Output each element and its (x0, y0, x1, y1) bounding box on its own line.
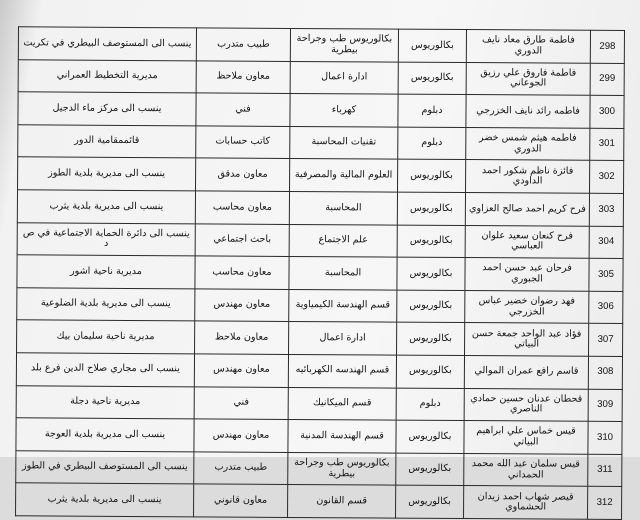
cell-assignment: ينسب الى المستوصف البيطري في تكريت (18, 27, 196, 61)
cell-specialty: بكالوريوس طب وجراحة بيطرية (290, 28, 398, 61)
cell-degree: بكالوريوس (397, 192, 465, 225)
cell-job-title: معاون مهندس (194, 419, 288, 452)
cell-name: فهد رضوان خضير عباس الخزرجي (465, 290, 589, 323)
cell-number: 309 (588, 389, 622, 422)
cell-specialty: بكالوريوس طب وجراحة بيطرية (288, 452, 396, 485)
cell-specialty: المحاسبة (289, 191, 397, 224)
cell-degree: بكالوريوس (397, 225, 465, 258)
cell-degree: بكالوريوس (397, 290, 465, 323)
table-row (17, 190, 623, 226)
cell-name: قيصر شهاب احمد زيدان الحشماوي (464, 486, 588, 519)
cell-job-title: معاون مهندس (195, 289, 289, 322)
cell-name: فائزة ناظم شكور احمد الداودي (466, 160, 590, 193)
table-row (18, 92, 624, 128)
cell-assignment: مديرية ناحية سليمان بيك (17, 320, 195, 354)
table-row (16, 483, 622, 519)
cell-assignment: مديرية ناحية دجلة (16, 385, 194, 419)
table-row (18, 27, 624, 63)
cell-assignment: مديرية التخطيط العمراني (18, 59, 196, 93)
cell-assignment: ينسب الى مديرية بلدية يثرب (17, 190, 195, 224)
table-row (17, 255, 623, 291)
cell-degree: بكالوريوس (397, 257, 465, 290)
cell-name: فاطمه رائد نايف الخزرجي (466, 95, 590, 128)
cell-specialty: العلوم المالية والمصرفية (290, 159, 398, 192)
cell-degree: بكالوريوس (396, 420, 464, 453)
cell-number: 299 (590, 63, 624, 96)
cell-number: 298 (590, 30, 624, 63)
cell-job-title: معاون محاسب (195, 256, 289, 289)
cell-assignment: ينسب الى دائرة الحماية الاجتماعية في ص د (17, 222, 195, 256)
cell-number: 302 (590, 161, 624, 194)
cell-job-title: معاون مدقق (196, 158, 290, 191)
cell-specialty: قسم الميكانيك (288, 387, 396, 420)
cell-degree: بكالوريوس (396, 355, 464, 388)
cell-job-title: معاون ملاحظ (196, 60, 290, 93)
cell-name: فاطمه هيثم شمس خضر الدوري (466, 127, 590, 160)
cell-name: فاطمة طارق معاد نايف الدوري (466, 30, 590, 63)
cell-job-title: فني (196, 93, 290, 126)
cell-number: 305 (589, 258, 623, 291)
cell-job-title: معاون ملاحظ (195, 321, 289, 354)
cell-assignment: ينسب الى المستوصف البيطري في الطوز (16, 451, 194, 485)
table-row (16, 418, 622, 454)
cell-name: فؤاد عبد الواحد جمعة حسن البياتي (465, 323, 589, 356)
cell-name: فاطمة فاروق علي رزيق الجوعاني (466, 62, 590, 95)
cell-specialty: قسم الهندسة الكيمياوية (289, 289, 397, 322)
cell-job-title: باحث اجتماعي (195, 223, 289, 256)
cell-name: فرح كنعان سعيد علوان العباسي (465, 225, 589, 258)
cell-specialty: قسم الهندسه الكهربائيه (288, 354, 396, 387)
cell-degree: بكالوريوس (396, 485, 464, 518)
cell-specialty: ادارة اعمال (289, 322, 397, 355)
cell-job-title: معاون قانوني (194, 484, 288, 517)
cell-specialty: المحاسبة (289, 257, 397, 290)
cell-job-title: كاتب حسابات (196, 126, 290, 159)
cell-specialty: قسم القانون (288, 485, 396, 518)
cell-assignment: ينسب الى مديرية بلدية الضلوعية (17, 288, 195, 322)
table-body (16, 27, 625, 520)
cell-job-title: فني (194, 386, 288, 419)
cell-assignment: ينسب الى مركز ماء الدجيل (18, 92, 196, 126)
cell-degree: بكالوريوس (396, 453, 464, 486)
table-row (16, 385, 622, 421)
cell-number: 300 (590, 95, 624, 128)
cell-assignment: مديرية ناحية اشور (17, 255, 195, 289)
appointments-table (15, 26, 625, 520)
cell-assignment: ينسب الى مديرية بلدية يثرب (16, 483, 194, 517)
cell-assignment: ينسب الى مديرية بلدية العوجة (16, 418, 194, 452)
cell-degree: بكالوريوس (397, 322, 465, 355)
table-row (17, 222, 623, 258)
cell-specialty: تقنيات المحاسبة (290, 126, 398, 159)
cell-number: 312 (588, 487, 622, 520)
cell-degree: دبلوم (398, 94, 466, 127)
cell-assignment: ينسب الى مجاري صلاح الدين فرع بلد (16, 353, 194, 387)
cell-name: فرحان عبد حسن احمد الجبوري (465, 258, 589, 291)
cell-degree: بكالوريوس (398, 62, 466, 95)
table-row (16, 353, 622, 389)
cell-assignment: ينسب الى مديرية بلدية الطوز (18, 157, 196, 191)
cell-name: قيس خماس علي ابراهيم البياتي (464, 421, 588, 454)
cell-name: قيس سلمان عبد الله محمد الحمداني (464, 453, 588, 486)
cell-specialty: ادارة اعمال (290, 61, 398, 94)
cell-job-title: معاون محاسب (195, 191, 289, 224)
table-row (18, 157, 624, 193)
cell-number: 307 (589, 324, 623, 357)
cell-number: 308 (588, 356, 622, 389)
cell-degree: بكالوريوس (398, 29, 466, 62)
cell-name: فرح كريم احمد صالح العزاوي (465, 192, 589, 225)
table-row (17, 320, 623, 356)
cell-name: قحطان عدنان حسين حمادي الناصري (464, 388, 588, 421)
cell-degree: بكالوريوس (398, 159, 466, 192)
table-row (17, 288, 623, 324)
table-row (18, 59, 624, 95)
cell-number: 303 (589, 193, 623, 226)
cell-job-title: معاون مهندس (194, 354, 288, 387)
table-row (18, 125, 624, 161)
cell-name: قاسم رافع عمران الموالي (464, 355, 588, 388)
cell-specialty: كهرباء (290, 94, 398, 127)
cell-number: 306 (589, 291, 623, 324)
cell-number: 301 (590, 128, 624, 161)
cell-number: 304 (589, 226, 623, 259)
cell-job-title: طبيب متدرب (194, 452, 288, 485)
table-row (16, 451, 622, 487)
cell-degree: دبلوم (398, 127, 466, 160)
cell-degree: دبلوم (396, 388, 464, 421)
cell-specialty: علم الاجتماع (289, 224, 397, 257)
cell-assignment: قائممقامية الدور (18, 125, 196, 159)
cell-number: 310 (588, 421, 622, 454)
cell-number: 311 (588, 454, 622, 487)
cell-job-title: طبيب متدرب (196, 28, 290, 61)
cell-specialty: قسم الهندسة المدنية (288, 420, 396, 453)
